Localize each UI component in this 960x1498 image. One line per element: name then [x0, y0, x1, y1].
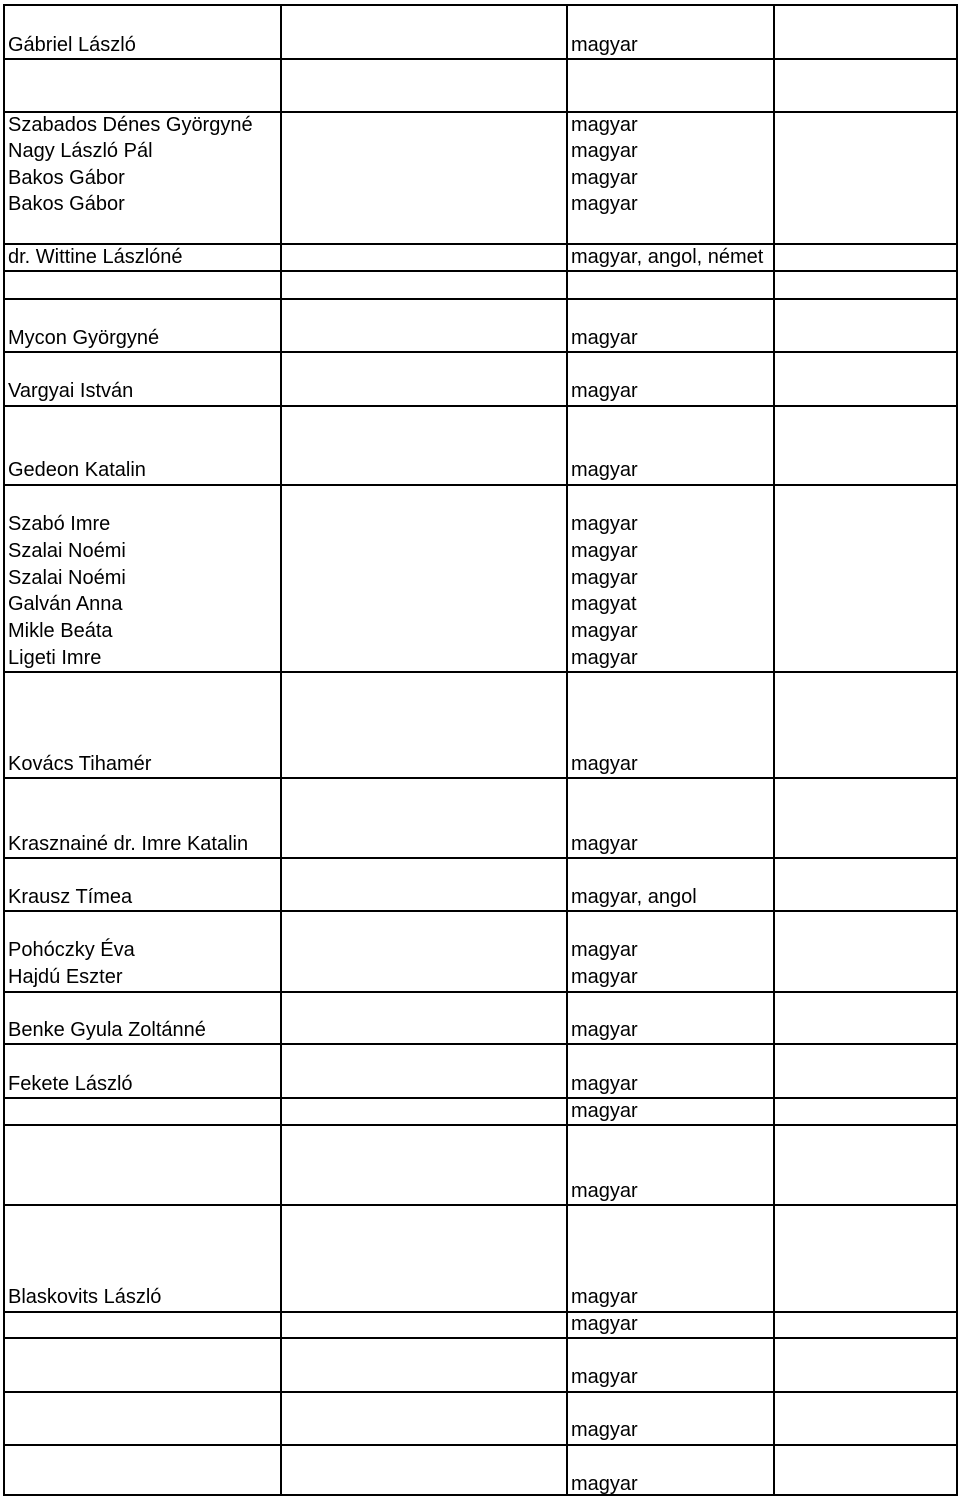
language: magyar [571, 1366, 638, 1388]
row-divider [3, 298, 958, 300]
language: magyar [571, 34, 638, 56]
language: magyar [571, 513, 638, 535]
language: magyar [571, 380, 638, 402]
language: magyar [571, 1180, 638, 1202]
row-divider [3, 1043, 958, 1045]
row-divider [3, 351, 958, 353]
language: magyar [571, 647, 638, 669]
language: magyar [571, 1100, 638, 1122]
language: magyar [571, 833, 638, 855]
language: magyar [571, 567, 638, 589]
person-name: Vargyai István [8, 380, 134, 402]
language: magyar [571, 167, 638, 189]
person-name: Pohóczky Éva [8, 939, 135, 961]
person-name: Krasznainé dr. Imre Katalin [8, 833, 249, 855]
language: magyar [571, 939, 638, 961]
language: magyar [571, 1019, 638, 1041]
person-name: Szalai Noémi [8, 540, 126, 562]
person-name: Mycon Györgyné [8, 327, 160, 349]
language: magyar [571, 1073, 638, 1095]
person-name: Nagy László Pál [8, 140, 153, 162]
person-name: dr. Wittine Lászlóné [8, 246, 183, 268]
row-divider [3, 405, 958, 407]
language: magyar [571, 540, 638, 562]
language: magyar [571, 1313, 638, 1335]
person-name: Benke Gyula Zoltánné [8, 1019, 206, 1041]
row-divider [3, 1311, 958, 1313]
table-frame [3, 4, 958, 1496]
column-divider-2 [566, 4, 568, 1496]
language: magyar [571, 620, 638, 642]
person-name: Bakos Gábor [8, 193, 125, 215]
row-divider [3, 1337, 958, 1339]
row-divider [3, 1444, 958, 1446]
language: magyar, angol [571, 886, 697, 908]
person-name: Szabados Dénes Györgyné [8, 114, 253, 136]
row-divider [3, 910, 958, 912]
person-name: Galván Anna [8, 593, 123, 615]
row-divider [3, 1391, 958, 1393]
row-divider [3, 58, 958, 60]
language: magyar [571, 327, 638, 349]
column-divider-3 [773, 4, 775, 1496]
language: magyar [571, 114, 638, 136]
person-name: Ligeti Imre [8, 647, 102, 669]
language: magyar [571, 966, 638, 988]
row-divider [3, 857, 958, 859]
row-divider [3, 671, 958, 673]
row-divider [3, 991, 958, 993]
language: magyar [571, 1473, 638, 1495]
person-name: Mikle Beáta [8, 620, 113, 642]
person-name: Szalai Noémi [8, 567, 126, 589]
language: magyar [571, 753, 638, 775]
language: magyar [571, 459, 638, 481]
row-divider [3, 484, 958, 486]
column-divider-1 [280, 4, 282, 1496]
row-divider [3, 1124, 958, 1126]
person-name: Krausz Tímea [8, 886, 133, 908]
row-divider [3, 1204, 958, 1206]
person-name: Kovács Tihamér [8, 753, 152, 775]
row-divider [3, 270, 958, 272]
person-name: Bakos Gábor [8, 167, 125, 189]
person-name: Fekete László [8, 1073, 133, 1095]
person-name: Gedeon Katalin [8, 459, 146, 481]
row-divider [3, 1097, 958, 1099]
language: magyar [571, 1419, 638, 1441]
language: magyar, angol, német [571, 246, 764, 268]
person-name: Szabó Imre [8, 513, 111, 535]
language: magyar [571, 1286, 638, 1308]
row-divider [3, 777, 958, 779]
language: magyar [571, 193, 638, 215]
person-name: Hajdú Eszter [8, 966, 123, 988]
language: magyat [571, 593, 637, 615]
language: magyar [571, 140, 638, 162]
person-name: Gábriel László [8, 34, 136, 56]
person-name: Blaskovits László [8, 1286, 162, 1308]
